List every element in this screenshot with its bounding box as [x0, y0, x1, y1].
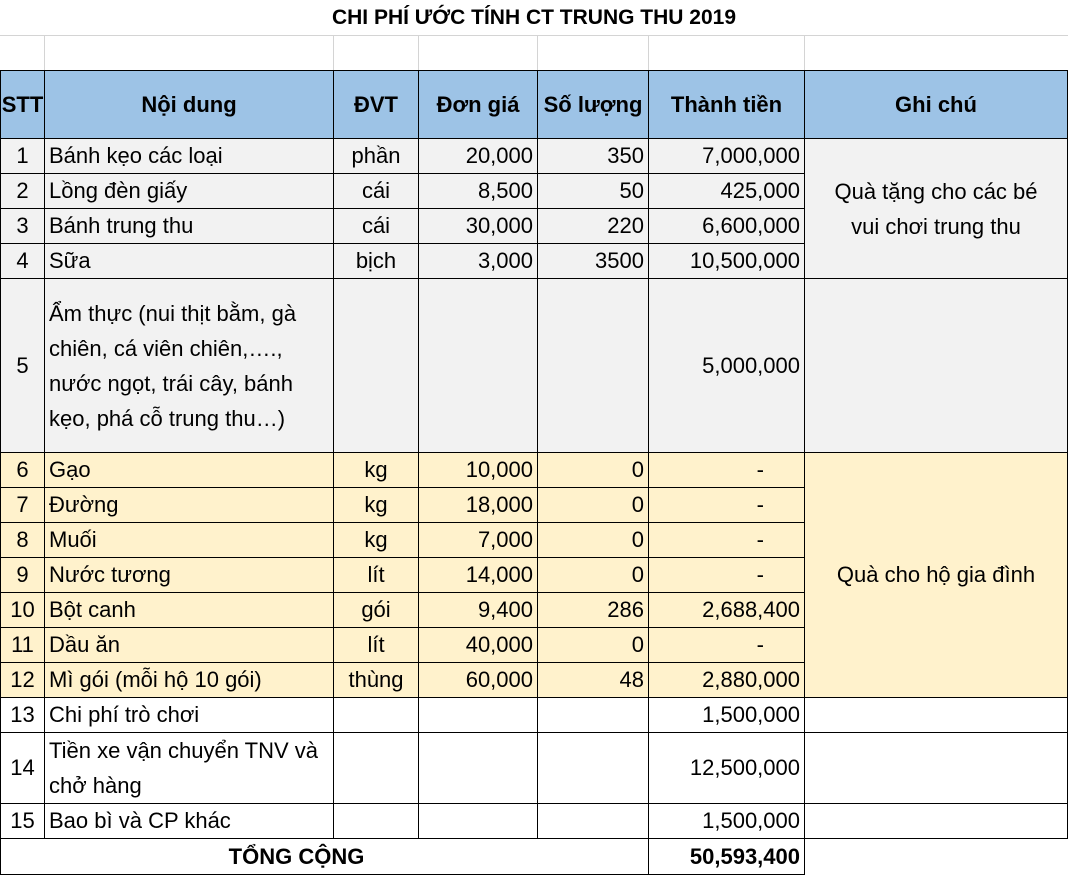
- cell-noi-dung[interactable]: Bánh kẹo các loại: [45, 139, 334, 174]
- cell-so-luong[interactable]: 3500: [538, 244, 649, 279]
- cell-ghi-chu-family[interactable]: Quà cho hộ gia đình: [805, 453, 1068, 698]
- cell-so-luong[interactable]: [538, 698, 649, 733]
- gridline: [418, 36, 419, 70]
- header-thanh-tien[interactable]: Thành tiền: [649, 71, 805, 139]
- cell-noi-dung[interactable]: Ẩm thực (nui thịt bằm, gà chiên, cá viên chiên,…., nước ngọt, trái cây, bánh kẹo, phá cỗ trung thu…): [45, 279, 334, 453]
- cell-ghi-chu[interactable]: [805, 839, 1068, 875]
- table-row: [1, 733, 1068, 804]
- cell-thanh-tien[interactable]: 10,500,000: [649, 244, 805, 279]
- cell-so-luong[interactable]: 0: [538, 453, 649, 488]
- header-dvt[interactable]: ĐVT: [334, 71, 419, 139]
- table-row: [1, 698, 1068, 733]
- cell-don-gia[interactable]: 30,000: [419, 209, 538, 244]
- cell-thanh-tien[interactable]: -: [649, 558, 805, 593]
- cell-dvt[interactable]: bịch: [334, 244, 419, 279]
- cell-dvt[interactable]: phần: [334, 139, 419, 174]
- cell-stt[interactable]: 7: [1, 488, 45, 523]
- cell-don-gia[interactable]: [419, 733, 538, 804]
- cell-dvt[interactable]: thùng: [334, 663, 419, 698]
- cell-don-gia[interactable]: 14,000: [419, 558, 538, 593]
- cell-thanh-tien[interactable]: 425,000: [649, 174, 805, 209]
- header-stt[interactable]: STT: [1, 71, 45, 139]
- table-row: [1, 139, 1068, 174]
- gridline: [44, 36, 45, 70]
- cell-don-gia[interactable]: 7,000: [419, 523, 538, 558]
- cell-so-luong[interactable]: 220: [538, 209, 649, 244]
- gridline: [804, 36, 805, 70]
- cell-dvt[interactable]: lít: [334, 628, 419, 663]
- cell-thanh-tien[interactable]: 5,000,000: [649, 279, 805, 453]
- total-value[interactable]: 50,593,400: [649, 839, 805, 875]
- gridline: [537, 36, 538, 70]
- cell-so-luong[interactable]: 286: [538, 593, 649, 628]
- cell-stt[interactable]: 8: [1, 523, 45, 558]
- cell-dvt[interactable]: [334, 804, 419, 839]
- sheet-title: CHI PHÍ ƯỚC TÍNH CT TRUNG THU 2019: [331, 6, 737, 29]
- cell-ghi-chu[interactable]: [805, 804, 1068, 839]
- cell-noi-dung[interactable]: Sữa: [45, 244, 334, 279]
- cell-thanh-tien[interactable]: -: [649, 628, 805, 663]
- cell-stt[interactable]: 2: [1, 174, 45, 209]
- cell-noi-dung[interactable]: Tiền xe vận chuyển TNV và chở hàng: [45, 733, 334, 804]
- cell-noi-dung[interactable]: Lồng đèn giấy: [45, 174, 334, 209]
- cell-so-luong[interactable]: 48: [538, 663, 649, 698]
- cell-stt[interactable]: 1: [1, 139, 45, 174]
- total-label[interactable]: TỔNG CỘNG: [1, 839, 649, 875]
- cell-so-luong[interactable]: [538, 279, 649, 453]
- cell-so-luong[interactable]: 50: [538, 174, 649, 209]
- cell-stt[interactable]: 10: [1, 593, 45, 628]
- cell-thanh-tien[interactable]: 7,000,000: [649, 139, 805, 174]
- cell-dvt[interactable]: gói: [334, 593, 419, 628]
- cost-table: [0, 70, 1068, 875]
- header-ghi-chu[interactable]: Ghi chú: [805, 71, 1068, 139]
- header-noi-dung[interactable]: Nội dung: [45, 71, 334, 139]
- cell-don-gia[interactable]: 60,000: [419, 663, 538, 698]
- cell-don-gia[interactable]: 8,500: [419, 174, 538, 209]
- cell-stt[interactable]: 11: [1, 628, 45, 663]
- cell-stt[interactable]: 15: [1, 804, 45, 839]
- header-so-luong[interactable]: Số lượng: [538, 71, 649, 139]
- cell-stt[interactable]: 4: [1, 244, 45, 279]
- cell-dvt[interactable]: [334, 279, 419, 453]
- cell-dvt[interactable]: cái: [334, 174, 419, 209]
- cell-noi-dung[interactable]: Gạo: [45, 453, 334, 488]
- cell-so-luong[interactable]: 0: [538, 628, 649, 663]
- cell-so-luong[interactable]: 0: [538, 558, 649, 593]
- cell-noi-dung[interactable]: Chi phí trò chơi: [45, 698, 334, 733]
- cell-don-gia[interactable]: [419, 698, 538, 733]
- cell-thanh-tien[interactable]: -: [649, 523, 805, 558]
- cell-ghi-chu[interactable]: [805, 698, 1068, 733]
- cell-so-luong[interactable]: 350: [538, 139, 649, 174]
- cell-ghi-chu[interactable]: [805, 279, 1068, 453]
- cell-dvt[interactable]: kg: [334, 523, 419, 558]
- cell-don-gia[interactable]: 40,000: [419, 628, 538, 663]
- cell-don-gia[interactable]: [419, 279, 538, 453]
- cell-noi-dung[interactable]: Đường: [45, 488, 334, 523]
- header-row: [1, 71, 1068, 139]
- cell-dvt[interactable]: kg: [334, 488, 419, 523]
- cell-noi-dung[interactable]: Dầu ăn: [45, 628, 334, 663]
- cell-stt[interactable]: 13: [1, 698, 45, 733]
- cell-don-gia[interactable]: 3,000: [419, 244, 538, 279]
- cell-dvt[interactable]: kg: [334, 453, 419, 488]
- cell-so-luong[interactable]: [538, 804, 649, 839]
- cell-thanh-tien[interactable]: 1,500,000: [649, 804, 805, 839]
- cell-noi-dung[interactable]: Nước tương: [45, 558, 334, 593]
- cell-stt[interactable]: 3: [1, 209, 45, 244]
- cell-thanh-tien[interactable]: 6,600,000: [649, 209, 805, 244]
- cell-stt[interactable]: 6: [1, 453, 45, 488]
- cell-dvt[interactable]: [334, 733, 419, 804]
- cell-don-gia[interactable]: 9,400: [419, 593, 538, 628]
- cell-noi-dung[interactable]: Mì gói (mỗi hộ 10 gói): [45, 663, 334, 698]
- cell-thanh-tien[interactable]: 2,688,400: [649, 593, 805, 628]
- cell-thanh-tien[interactable]: -: [649, 488, 805, 523]
- cell-don-gia[interactable]: 18,000: [419, 488, 538, 523]
- table-row: [1, 804, 1068, 839]
- cell-noi-dung[interactable]: Bao bì và CP khác: [45, 804, 334, 839]
- cell-thanh-tien[interactable]: 12,500,000: [649, 733, 805, 804]
- cell-thanh-tien[interactable]: 2,880,000: [649, 663, 805, 698]
- table-row: [1, 279, 1068, 453]
- cell-so-luong[interactable]: 0: [538, 523, 649, 558]
- gridline: [648, 36, 649, 70]
- cell-ghi-chu-children[interactable]: Quà tặng cho các bé vui chơi trung thu: [805, 139, 1068, 279]
- header-don-gia[interactable]: Đơn giá: [419, 71, 538, 139]
- cell-thanh-tien[interactable]: -: [649, 453, 805, 488]
- cell-dvt[interactable]: [334, 698, 419, 733]
- cell-don-gia[interactable]: [419, 804, 538, 839]
- cell-stt[interactable]: 14: [1, 733, 45, 804]
- cell-noi-dung[interactable]: Bột canh: [45, 593, 334, 628]
- cell-so-luong[interactable]: 0: [538, 488, 649, 523]
- cell-so-luong[interactable]: [538, 733, 649, 804]
- cell-stt[interactable]: 12: [1, 663, 45, 698]
- cell-noi-dung[interactable]: Bánh trung thu: [45, 209, 334, 244]
- cell-don-gia[interactable]: 10,000: [419, 453, 538, 488]
- gridline: [333, 36, 334, 70]
- cell-dvt[interactable]: cái: [334, 209, 419, 244]
- cell-noi-dung[interactable]: Muối: [45, 523, 334, 558]
- cell-dvt[interactable]: lít: [334, 558, 419, 593]
- cell-ghi-chu[interactable]: [805, 733, 1068, 804]
- table-row: [1, 453, 1068, 488]
- cell-stt[interactable]: 5: [1, 279, 45, 453]
- total-row: [1, 839, 1068, 875]
- cell-thanh-tien[interactable]: 1,500,000: [649, 698, 805, 733]
- cell-don-gia[interactable]: 20,000: [419, 139, 538, 174]
- cell-stt[interactable]: 9: [1, 558, 45, 593]
